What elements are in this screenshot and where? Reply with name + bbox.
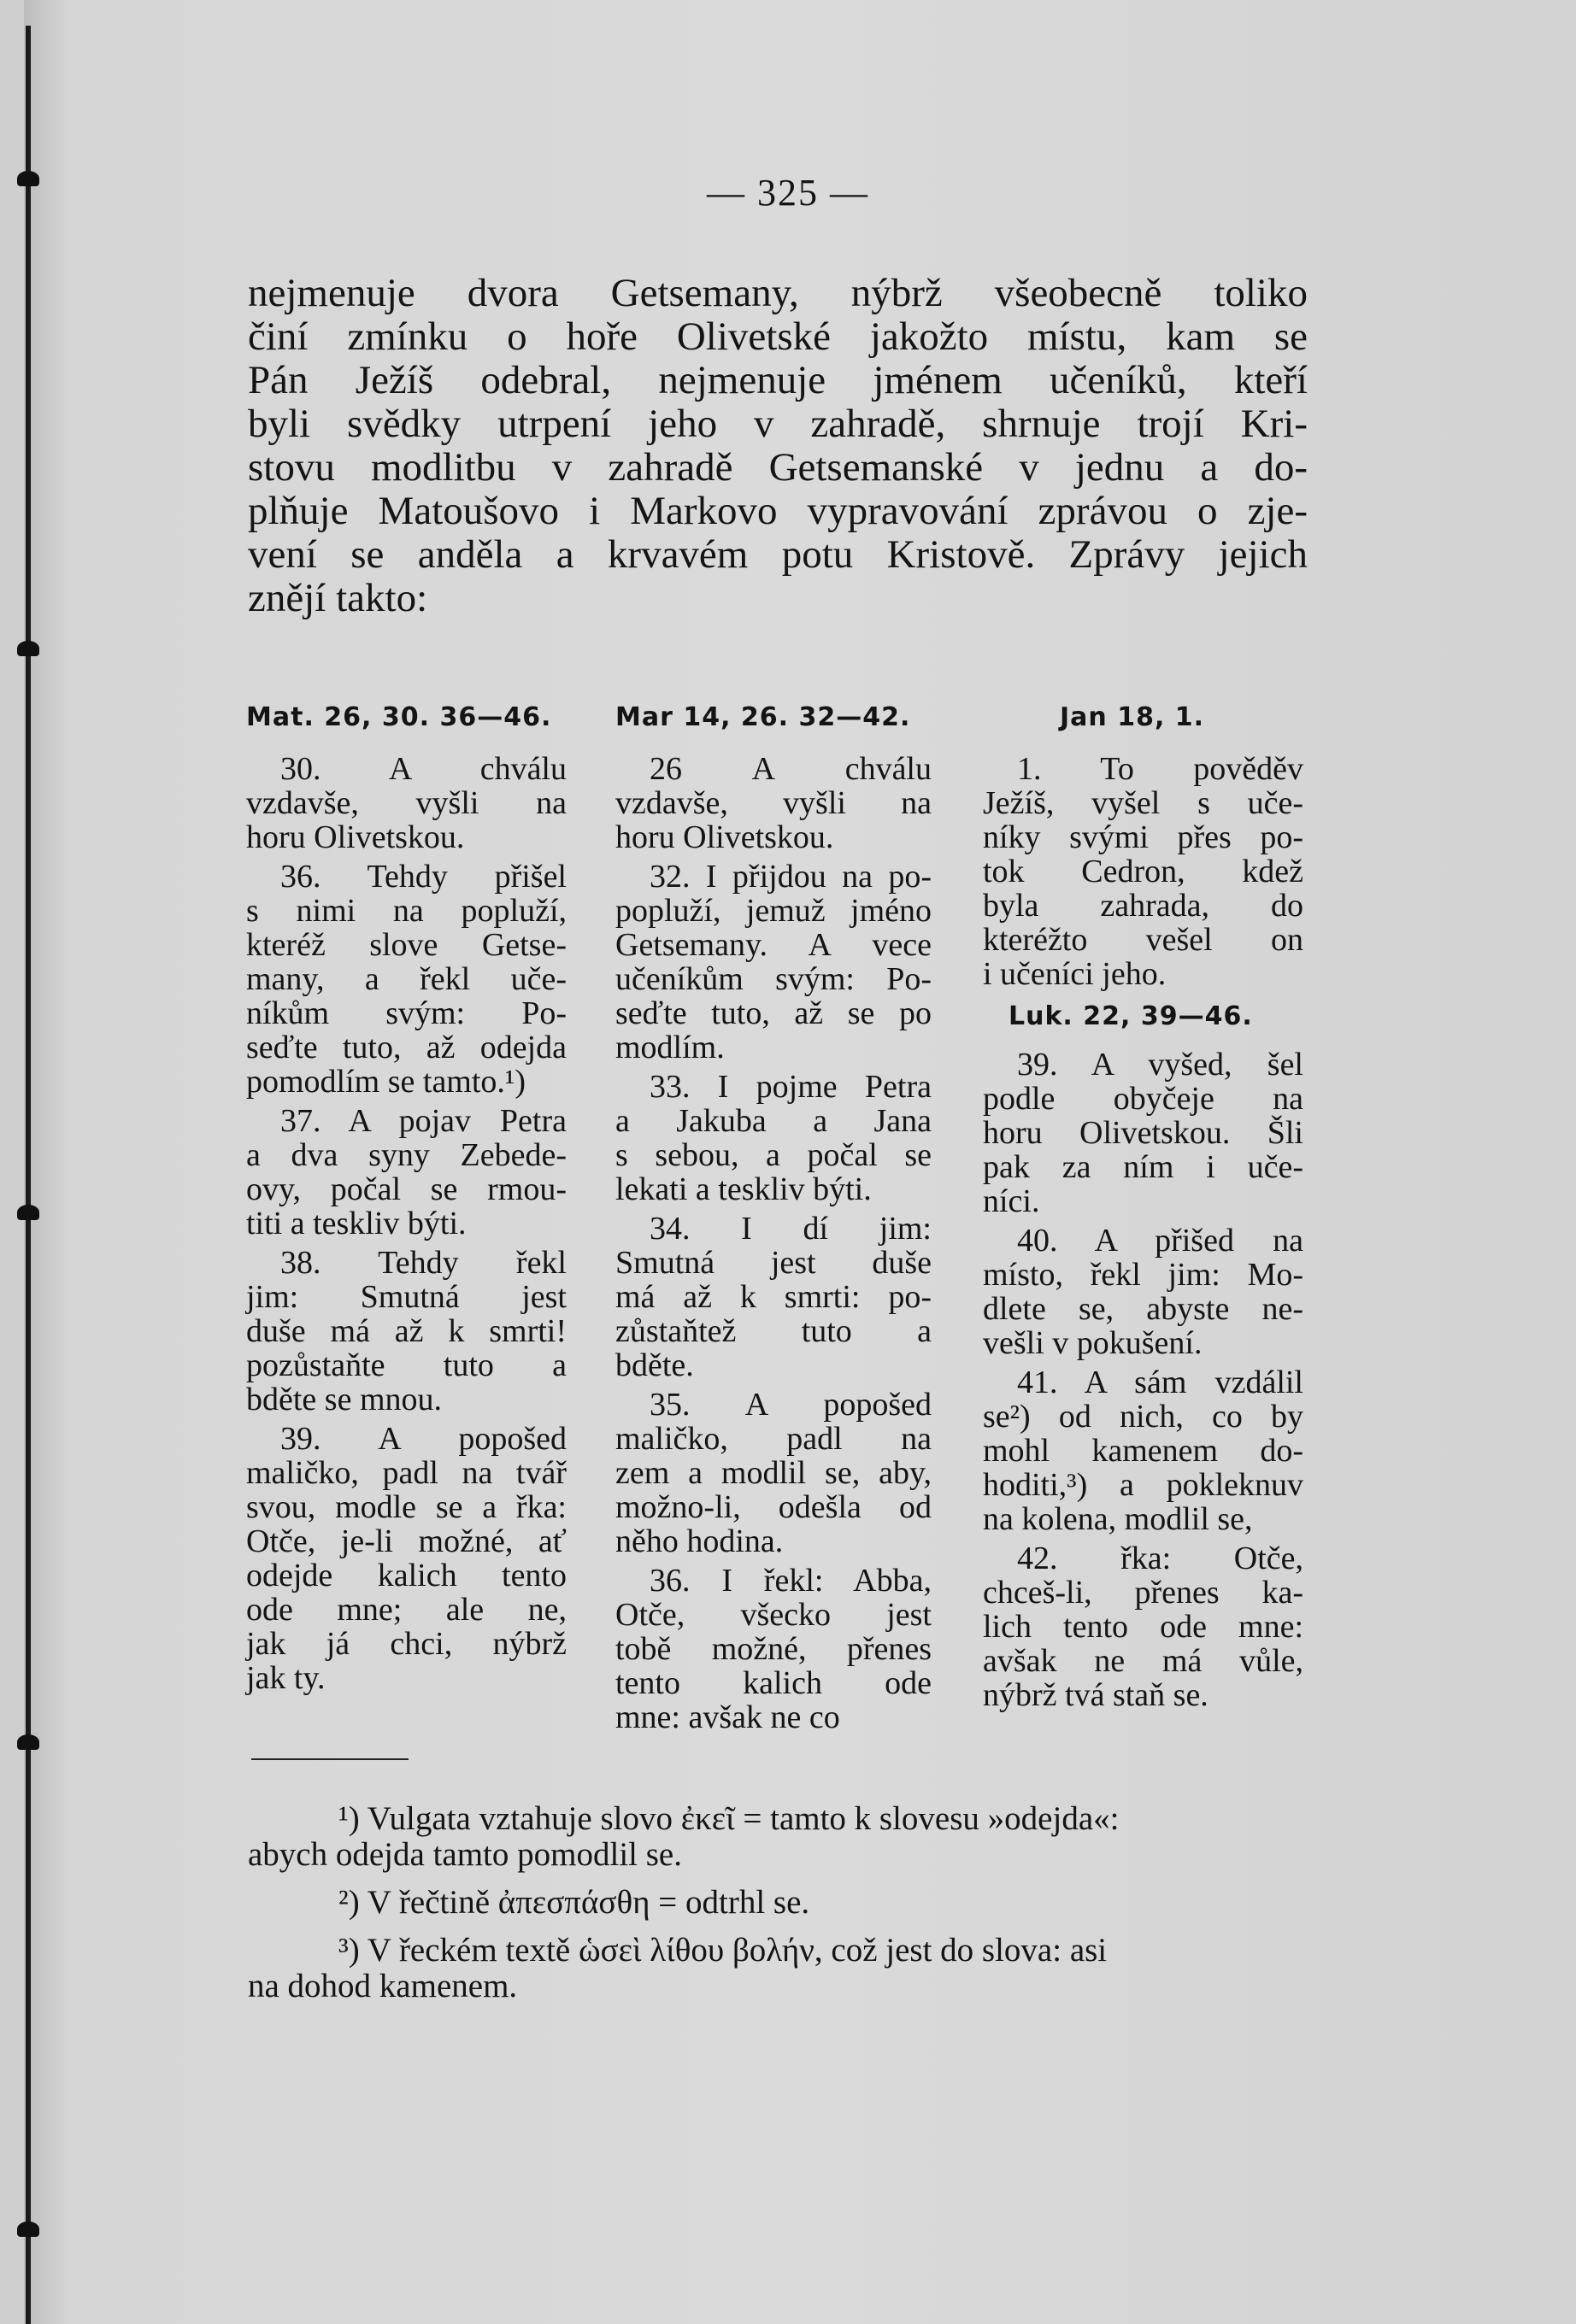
verse-line: many, a řekl uče- (246, 961, 567, 997)
verse (246, 1104, 567, 1241)
verse-line: dlete se, abyste ne- (983, 1291, 1303, 1327)
intro-line: Pán Ježíš odebral, nejmenuje jménem učeníků, kteří (248, 358, 1308, 402)
intro-line: stovu modlitbu v zahradě Getsemanské v jednu a do- (248, 445, 1308, 490)
verse-line: zem a modlil se, aby, (615, 1455, 932, 1491)
verse-line: popluží, jemuž jméno (615, 893, 932, 929)
verse-line: níci. (983, 1183, 1040, 1219)
intro-line: byli svědky utrpení jeho v zahradě, shrnuje trojí Kri- (248, 402, 1308, 446)
verse-line: s sebou, a počal se (615, 1137, 932, 1173)
verse-line: níkům svým: Po- (246, 995, 567, 1031)
footnote-line (248, 1969, 1308, 2004)
verse-line: pozůstaňte tuto a (246, 1347, 567, 1383)
verse-line: tento kalich ode (615, 1665, 932, 1701)
page-number: — 325 — (707, 172, 869, 214)
verse-line: horu Olivetskou. Šli (983, 1115, 1303, 1151)
column-heading: Mat. 26, 30. 36—46. (246, 702, 552, 732)
verse-line: kteréž slove Getse- (246, 927, 567, 963)
edge-mark (17, 2221, 39, 2237)
verse-line: seďte tuto, až se po (615, 995, 932, 1031)
verse-line: vešli v pokušení. (983, 1325, 1203, 1361)
column-heading: Mar 14, 26. 32—42. (615, 702, 911, 732)
verse-line: zůstaňtež tuto a (615, 1313, 932, 1349)
verse-line: 39. A popošed (280, 1421, 567, 1457)
verse-line: seďte tuto, až odejda (246, 1030, 567, 1065)
edge-mark (17, 1205, 39, 1220)
verse-line: a Jakuba a Jana (615, 1103, 932, 1139)
verse (615, 752, 932, 854)
verse-line: ovy, počal se rmou- (246, 1171, 567, 1207)
verse-line: kteréžto vešel on (983, 922, 1303, 958)
verse-line: s nimi na popluží, (246, 893, 567, 929)
verse (615, 1564, 932, 1734)
verse-line: 37. A pojav Petra (280, 1103, 567, 1139)
verse-line: pak za ním i uče- (983, 1149, 1303, 1185)
verse-line: bděte se mnou. (246, 1382, 443, 1417)
verse-line: níky svými přes po- (983, 819, 1303, 855)
verse-line: hoditi,³) a pokleknuv (983, 1467, 1303, 1503)
footnote-mark: ²) (338, 1884, 360, 1921)
verse-list (983, 752, 1303, 991)
verse-line: lich tento ode mne: (983, 1609, 1303, 1645)
verse-line: jim: Smutná jest (246, 1279, 567, 1315)
page-binding-edge (26, 26, 31, 2324)
verse-line: 39. A vyšed, šel (1017, 1047, 1303, 1083)
verse-line: možno-li, odešla od (615, 1489, 932, 1525)
verse-line: bděte. (615, 1347, 694, 1383)
verse (246, 860, 567, 1099)
footnote-text: na dohod kamenem. (248, 1968, 518, 2004)
intro-line: znějí takto: (248, 576, 428, 620)
verse-line: 42. řka: Otče, (1017, 1541, 1303, 1576)
verse-line: místo, řekl jim: Mo- (983, 1257, 1303, 1293)
intro-paragraph (248, 272, 1308, 620)
verse-line: má až k smrti: po- (615, 1279, 932, 1315)
footnote-line (248, 1933, 1308, 1969)
verse-line: učeníkům svým: Po- (615, 961, 932, 997)
verse-line: 30. A chválu (280, 751, 567, 787)
verse (246, 1422, 567, 1695)
verse-line: ode mne; ale ne, (246, 1592, 567, 1628)
footnote-text: Vulgata vztahuje slovo ἐκεῖ = tamto k slovesu »odejda«: (367, 1800, 1120, 1837)
footnote-line (248, 1837, 1308, 1873)
verse-line: vzdavše, vyšli na (615, 785, 932, 821)
verse (246, 752, 567, 854)
footnote-text: abych odejda tamto pomodlil se. (248, 1836, 682, 1873)
verse (246, 1246, 567, 1417)
intro-line: vení se anděla a krvavém potu Kristově. Zprávy jejich (248, 532, 1308, 577)
verse-list (246, 752, 567, 1695)
edge-mark (17, 1734, 39, 1750)
verse-line: nýbrž tvá staň se. (983, 1677, 1208, 1713)
verse (983, 752, 1303, 991)
verse (615, 860, 932, 1065)
footnote-text: V řeckém textě ὡσεὶ λίθου βολήν, což jest do slova: asi (367, 1932, 1108, 1969)
verse-line: horu Olivetskou. (615, 819, 834, 855)
verse-line: avšak ne má vůle, (983, 1643, 1303, 1679)
footnote (248, 1885, 1308, 1921)
verse-line: tobě možné, přenes (615, 1631, 932, 1667)
verse-line: 35. A popošed (650, 1387, 932, 1423)
verse-line: 41. A sám vzdálil (1017, 1364, 1303, 1400)
footnotes (248, 1801, 1308, 2016)
footnote-text: V řečtině ἀπεσπάσθη = odtrhl se. (367, 1884, 810, 1921)
verse-line: i učeníci jeho. (983, 956, 1167, 992)
edge-mark (17, 641, 39, 656)
verse (615, 1070, 932, 1206)
verse-line: duše má až k smrti! (246, 1313, 567, 1349)
verse-line: 33. I pojme Petra (650, 1069, 932, 1105)
verse-line: na kolena, modlil se, (983, 1501, 1253, 1537)
verse-line: odejde kalich tento (246, 1558, 567, 1593)
footnote-mark: ³) (338, 1932, 360, 1969)
verse-line: jak ty. (246, 1660, 326, 1696)
verse-line: titi a teskliv býti. (246, 1206, 467, 1241)
verse-line: mohl kamenem do- (983, 1433, 1303, 1469)
verse-line: 36. Tehdy přišel (280, 859, 567, 895)
verse-line: Ježíš, vyšel s uče- (983, 785, 1303, 821)
verse-line: a dva syny Zebede- (246, 1137, 567, 1173)
verse-line: vzdavše, vyšli na (246, 785, 567, 821)
verse-line: mne: avšak ne co (615, 1699, 840, 1735)
verse (615, 1212, 932, 1382)
verse (615, 1388, 932, 1558)
footnote (248, 1933, 1308, 2004)
verse (983, 1541, 1303, 1712)
verse-line: 38. Tehdy řekl (280, 1245, 567, 1281)
verse-line: se²) od nich, co by (983, 1399, 1303, 1435)
verse (983, 1365, 1303, 1536)
verse-line: maličko, padl na tvář (246, 1455, 567, 1491)
verse-line: podle obyčeje na (983, 1081, 1303, 1117)
verse-line: něho hodina. (615, 1523, 784, 1559)
verse-line: Otče, je-li možné, ať (246, 1523, 567, 1559)
footnote-line (248, 1885, 1308, 1921)
verse-line: 26 A chválu (650, 751, 932, 787)
verse-line: byla zahrada, do (983, 888, 1303, 924)
footnote (248, 1801, 1308, 1873)
footnote-rule (251, 1758, 409, 1760)
column-subheading: Luk. 22, 39—46. (1009, 1001, 1253, 1031)
verse-line: pomodlím se tamto.¹) (246, 1064, 526, 1100)
intro-line: činí zmínku o hoře Olivetské jakožto místu, kam se (248, 314, 1308, 359)
verse-list (615, 752, 932, 1734)
verse-line: svou, modle se a řka: (246, 1489, 567, 1525)
verse-line: maličko, padl na (615, 1421, 932, 1457)
column-heading: Jan 18, 1. (1060, 702, 1205, 732)
verse (983, 1048, 1303, 1218)
verse (983, 1224, 1303, 1360)
column-matthew (246, 701, 567, 1700)
verse-line: lekati a teskliv býti. (615, 1171, 872, 1207)
column-john-luke (983, 701, 1303, 1717)
column-mark (615, 701, 932, 1740)
verse-line: chceš-li, přenes ka- (983, 1575, 1303, 1611)
verse-line: Otče, všecko jest (615, 1597, 932, 1633)
footnote-mark: ¹) (338, 1800, 360, 1837)
intro-line: nejmenuje dvora Getsemany, nýbrž všeobecně toliko (248, 271, 1308, 315)
verse-list (983, 1048, 1303, 1712)
verse-line: jak já chci, nýbrž (246, 1626, 567, 1662)
verse-line: 32. I přijdou na po- (650, 859, 932, 895)
verse-line: 36. I řekl: Abba, (650, 1563, 932, 1599)
footnote-line (248, 1801, 1308, 1837)
verse-line: 34. I dí jim: (650, 1211, 932, 1247)
verse-line: horu Olivetskou. (246, 819, 465, 855)
intro-line: plňuje Matoušovo i Markovo vypravování zprávou o zje- (248, 489, 1308, 533)
verse-line: modlím. (615, 1030, 725, 1065)
verse-line: Smutná jest duše (615, 1245, 932, 1281)
verse-line: Getsemany. A vece (615, 927, 932, 963)
verse-line: tok Cedron, kdež (983, 854, 1303, 889)
verse-line: 40. A přišed na (1017, 1223, 1303, 1259)
verse-line: 1. To pověděv (1017, 751, 1303, 787)
